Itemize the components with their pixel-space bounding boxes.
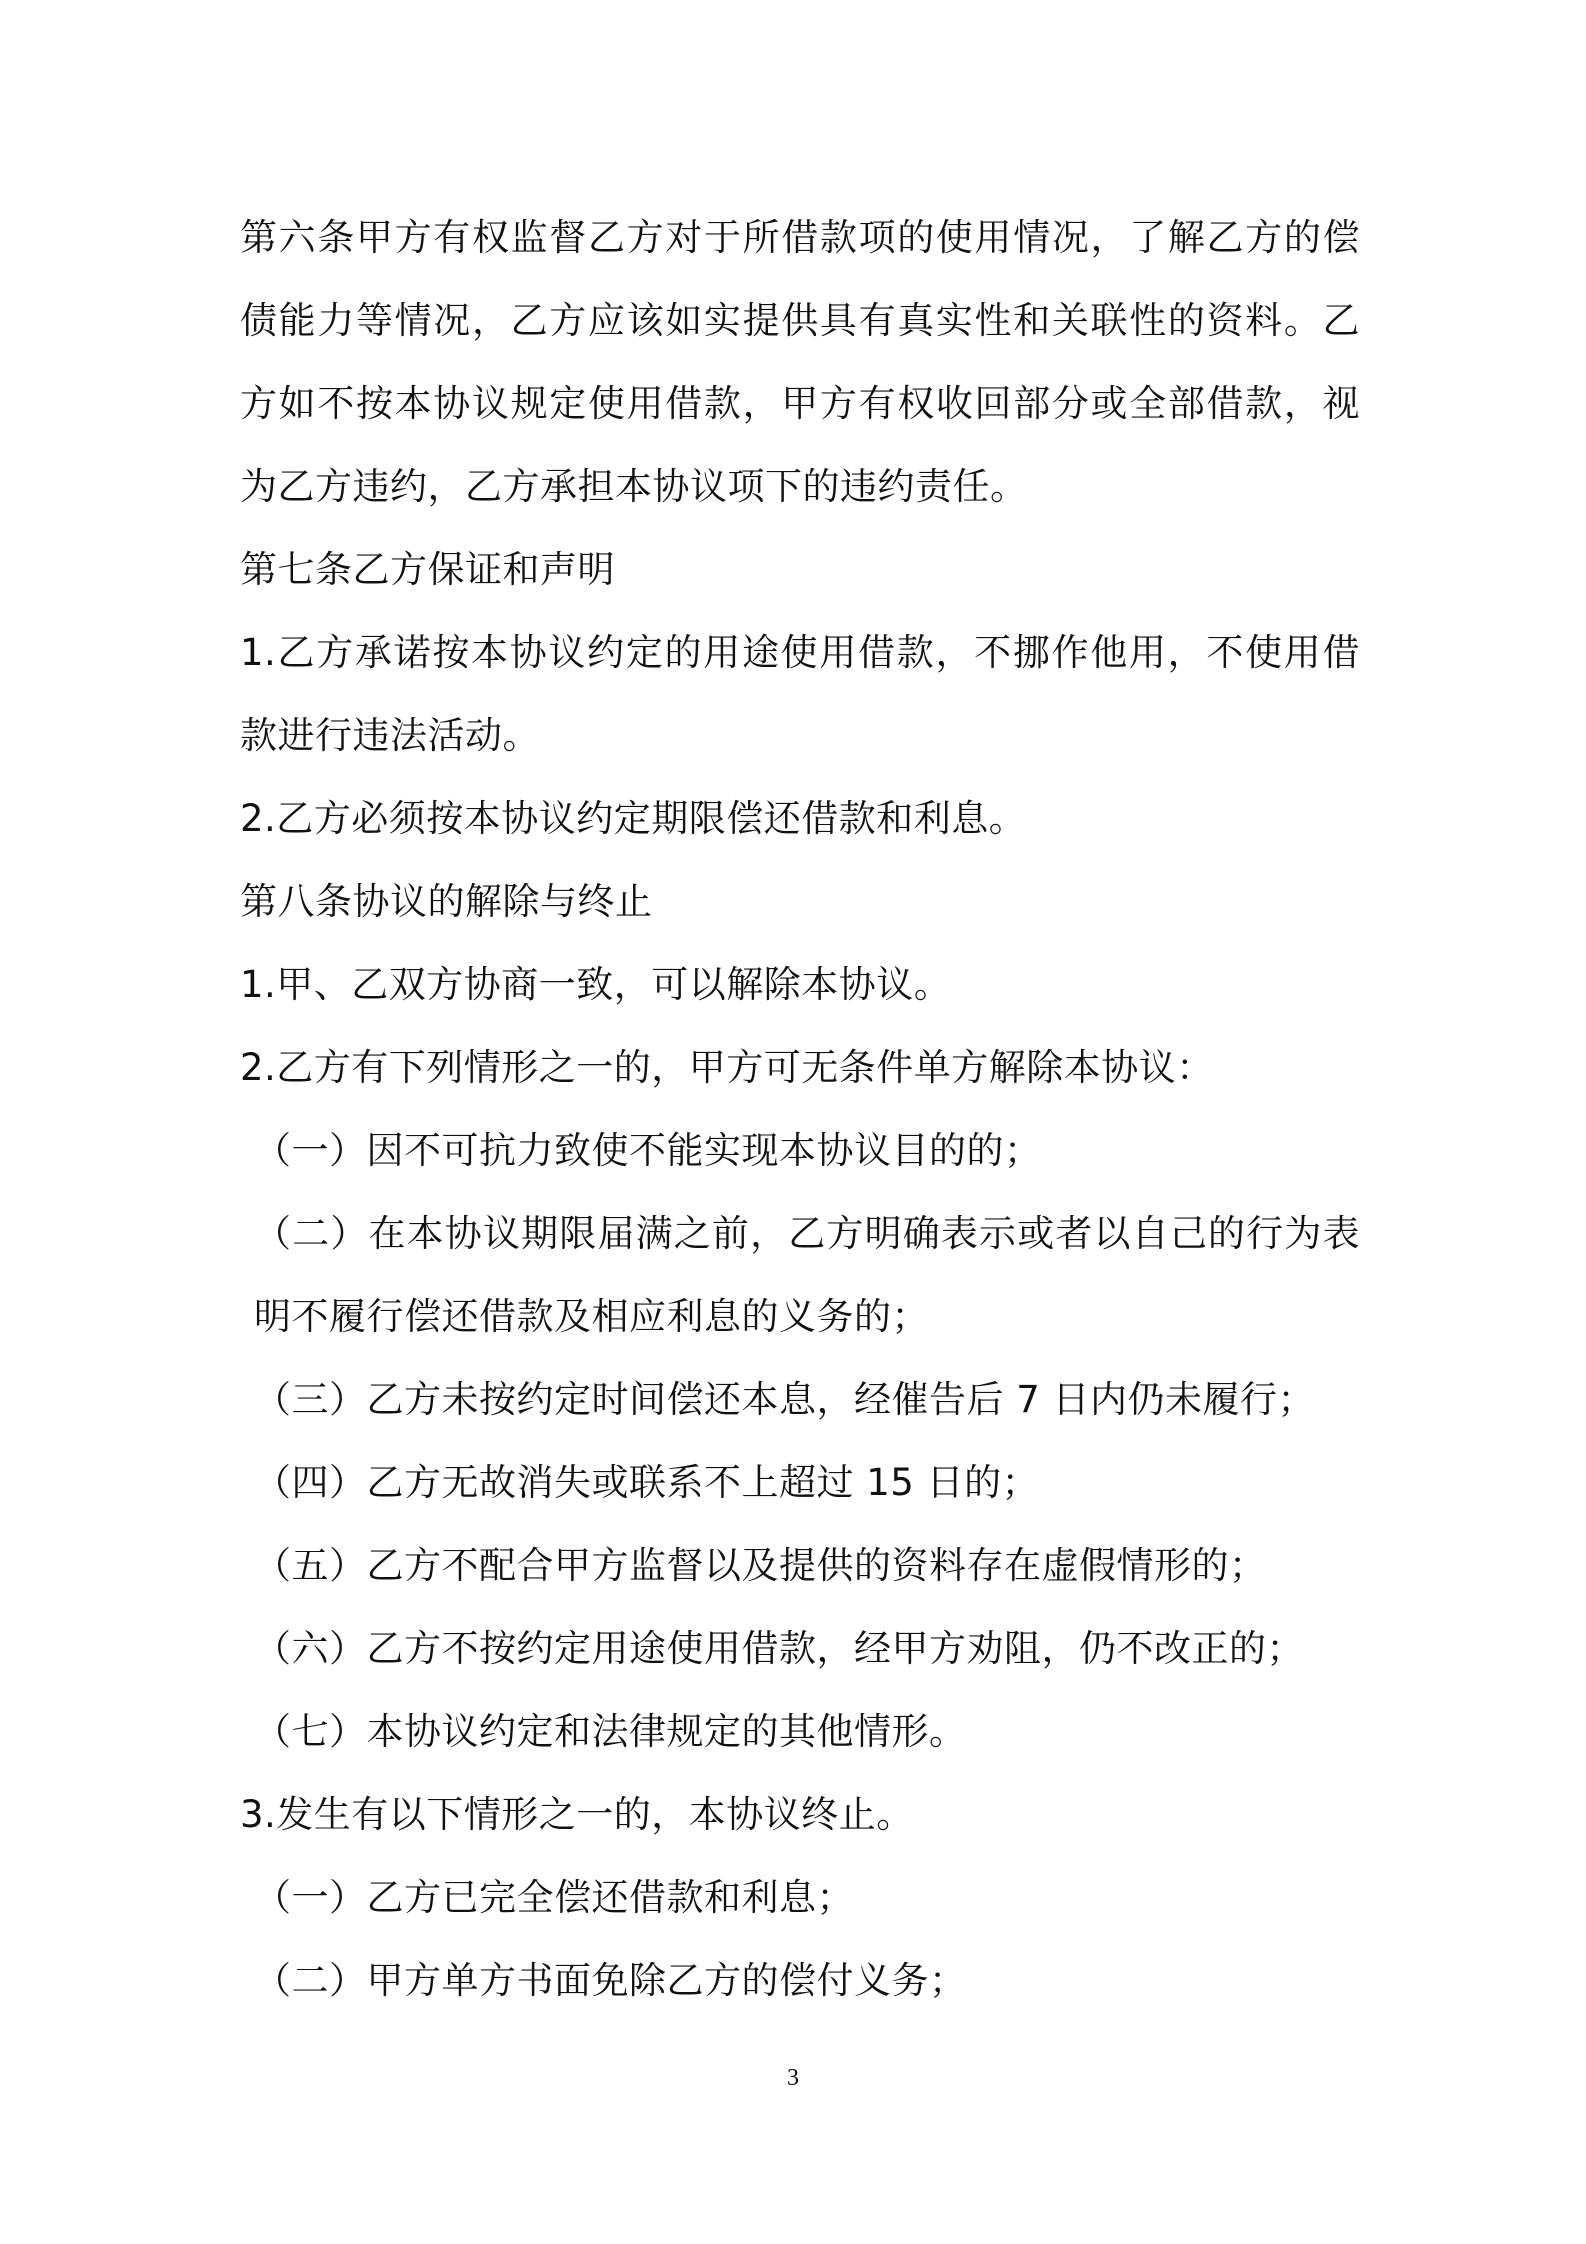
sub-item-3-1: （一）乙方已完全偿还借款和利息； xyxy=(254,1876,854,1919)
document-body xyxy=(240,196,1360,2022)
page-number: 3 xyxy=(787,2065,799,2091)
sub-item-2-4: （四）乙方无故消失或联系不上超过 15 日的； xyxy=(254,1461,1040,1504)
paragraph-article-7-item-1: 1.乙方承诺按本协议约定的用途使用借款，不挪作他用，不使用借款进行违法活动。 xyxy=(240,631,1360,757)
sub-item-2-3: （三）乙方未按约定时间偿还本息，经催告后 7 日内仍未履行； xyxy=(254,1378,1316,1421)
paragraph-article-8-item-3: 3.发生有以下情形之一的，本协议终止。 xyxy=(240,1793,914,1836)
sub-item-3-2: （二）甲方单方书面免除乙方的偿付义务； xyxy=(254,1959,967,2002)
heading-article-7: 第七条乙方保证和声明 xyxy=(240,548,615,591)
sub-item-2-6: （六）乙方不按约定用途使用借款，经甲方劝阻，仍不改正的； xyxy=(254,1627,1304,1670)
paragraph-article-6: 第六条甲方有权监督乙方对于所借款项的使用情况，了解乙方的偿债能力等情况，乙方应该如实提供具有真实性和关联性的资料。乙方如不按本协议规定使用借款，甲方有权收回部分或全部借款，视为乙方违约，乙方承担本协议项下的违约责任。 xyxy=(240,216,1360,508)
paragraph-article-8-item-2: 2.乙方有下列情形之一的，甲方可无条件单方解除本协议： xyxy=(240,1046,1214,1089)
paragraph-article-7-item-2: 2.乙方必须按本协议约定期限偿还借款和利息。 xyxy=(240,797,1027,840)
paragraph-article-8-item-1: 1.甲、乙双方协商一致，可以解除本协议。 xyxy=(240,963,952,1006)
sub-item-2-5: （五）乙方不配合甲方监督以及提供的资料存在虚假情形的； xyxy=(254,1544,1267,1587)
sub-item-2-2: （二）在本协议期限届满之前，乙方明确表示或者以自己的行为表明不履行偿还借款及相应利息的义务的； xyxy=(254,1212,1360,1338)
sub-item-2-7: （七）本协议约定和法律规定的其他情形。 xyxy=(254,1710,967,1753)
heading-article-8: 第八条协议的解除与终止 xyxy=(240,880,653,923)
sub-item-2-1: （一）因不可抗力致使不能实现本协议目的的； xyxy=(254,1129,1042,1172)
